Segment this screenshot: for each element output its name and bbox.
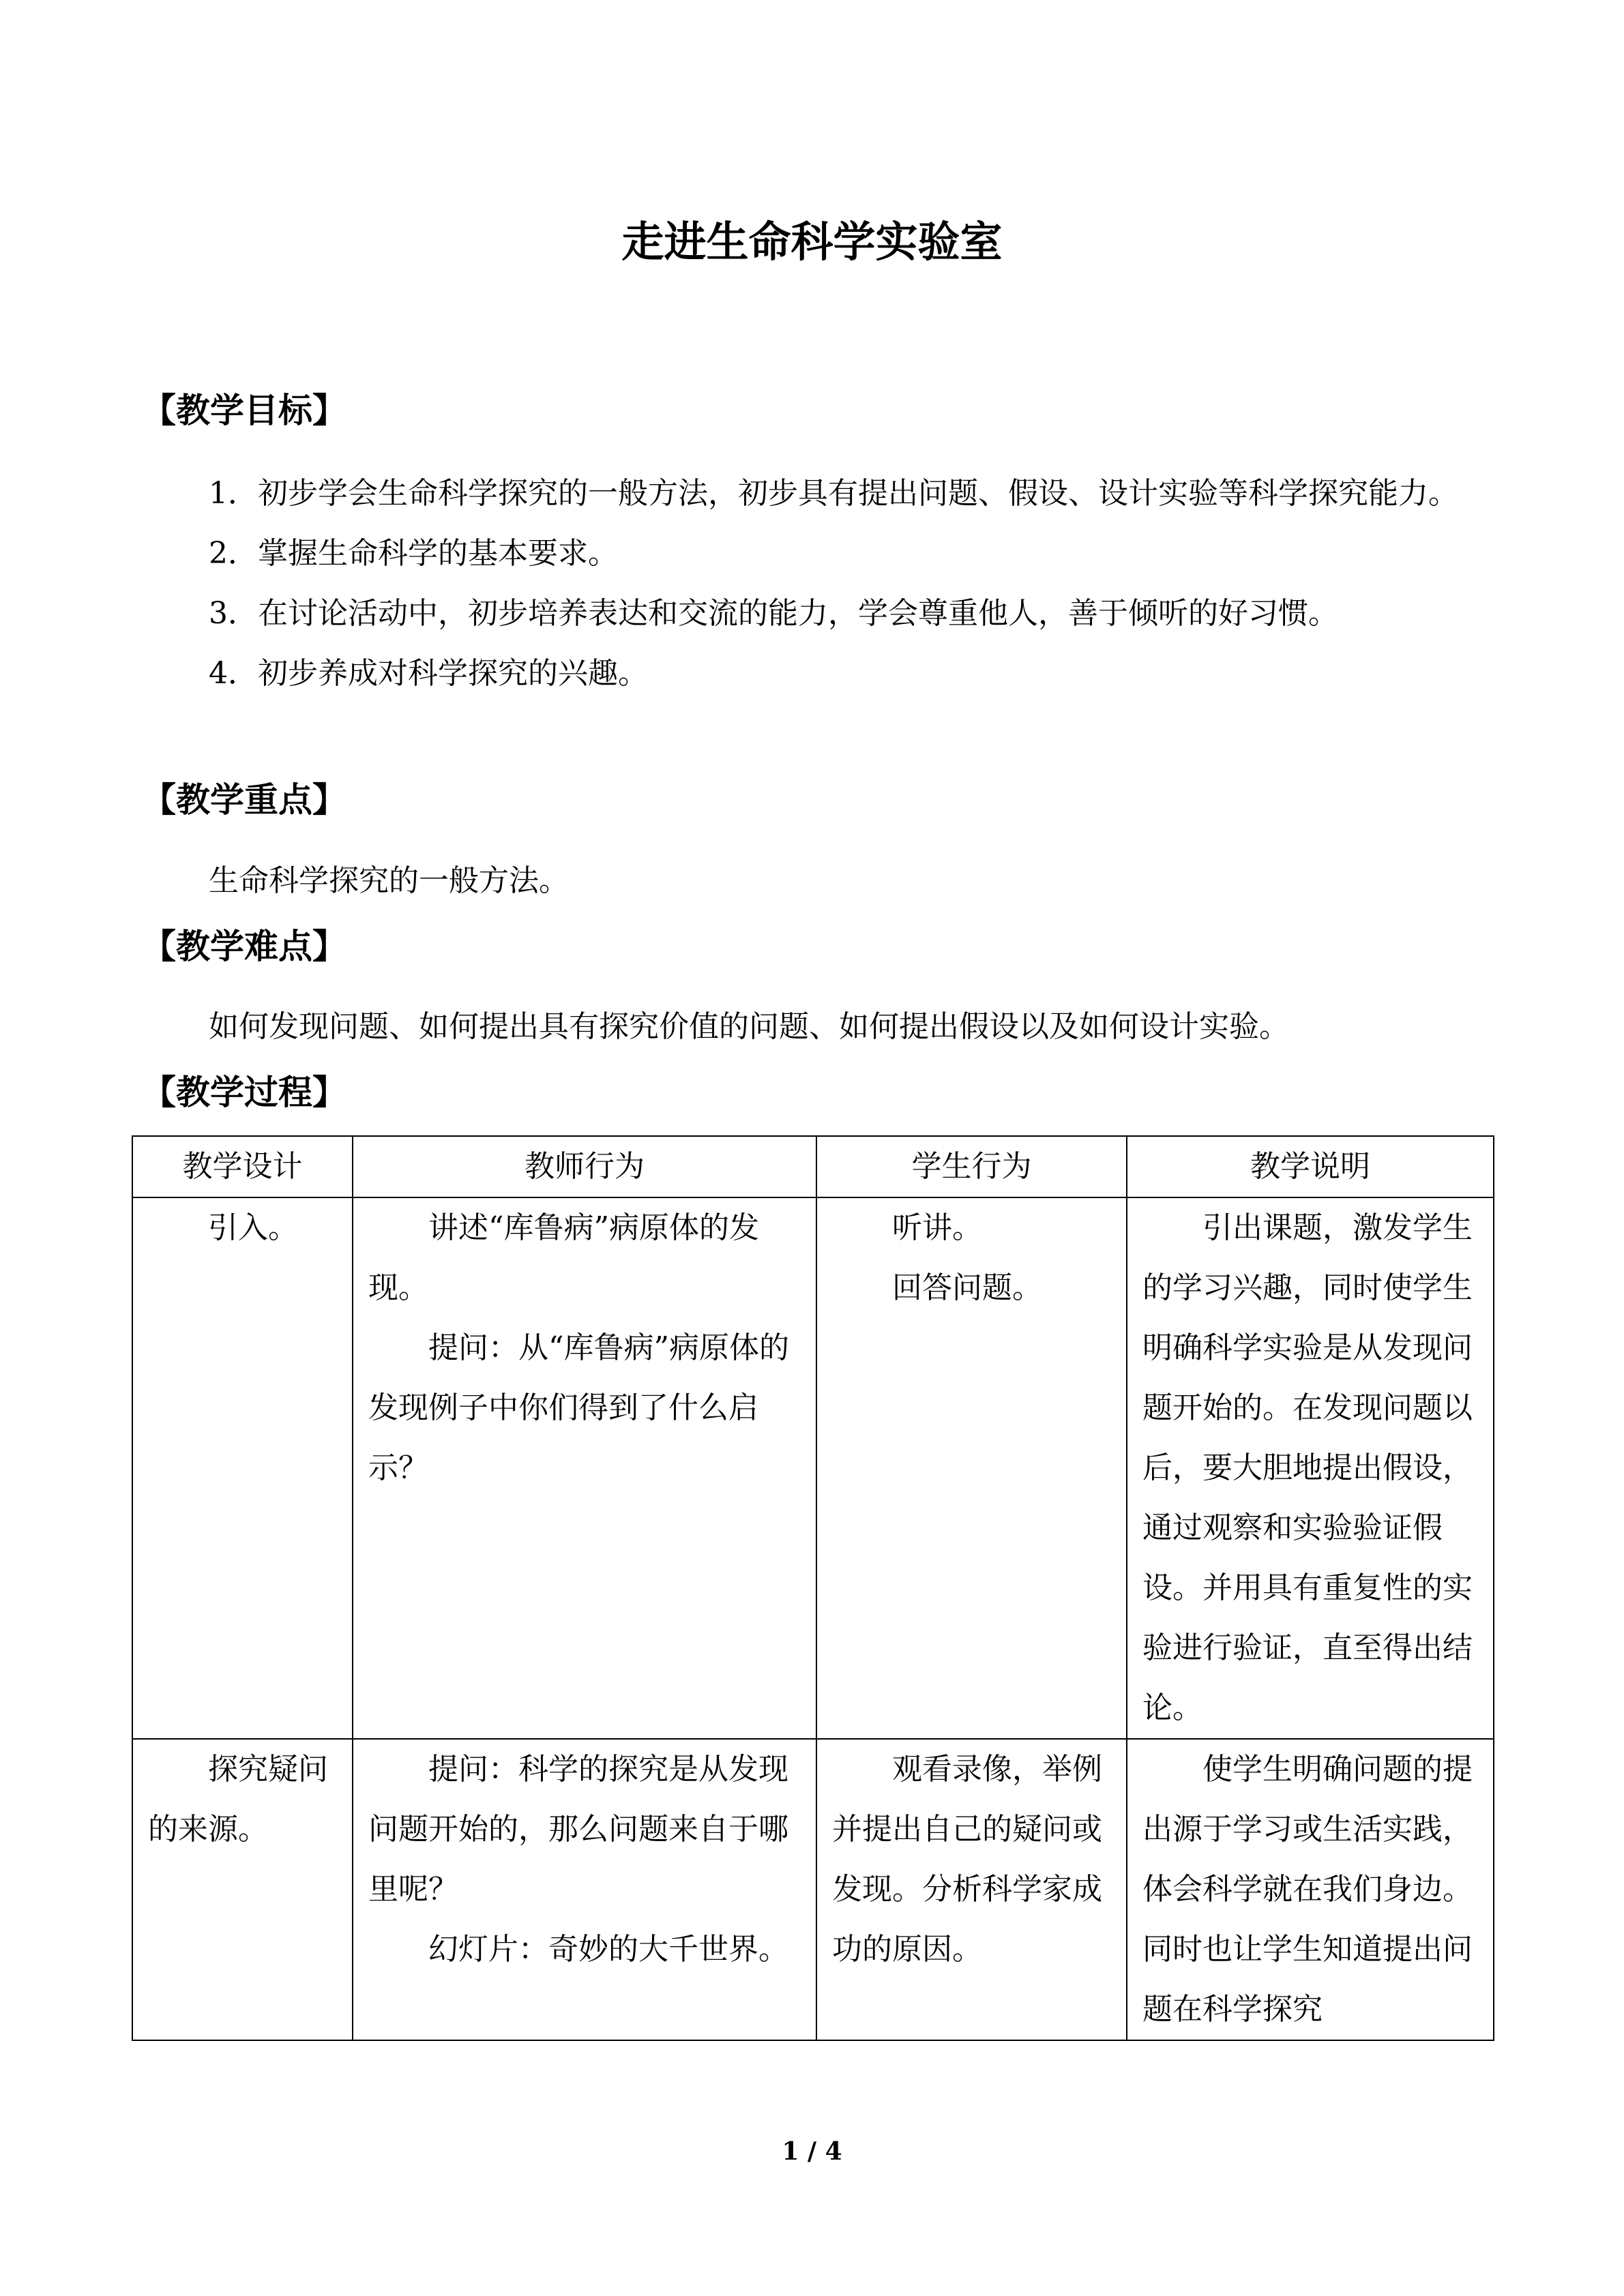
student-text: 回答问题。: [892, 1270, 1042, 1305]
header-design: 教学设计: [132, 1136, 353, 1197]
header-teacher: 教师行为: [353, 1136, 816, 1197]
difficulties-heading: 【教学难点】: [142, 927, 346, 966]
page-number: 1 / 4: [782, 2137, 842, 2166]
table-row: [132, 1739, 1494, 2040]
objectives-list: [149, 464, 1486, 704]
teacher-text: 提问：科学的探究是从发现问题开始的，那么问题来自于哪里呢？: [368, 1752, 788, 1907]
objective-item: 4．初步养成对科学探究的兴趣。: [209, 656, 648, 691]
cell-teacher: [353, 1739, 816, 2040]
cell-note: [1127, 1197, 1494, 1739]
teaching-process-table: [132, 1135, 1494, 2041]
objectives-heading: 【教学目标】: [142, 391, 346, 430]
cell-design: [132, 1739, 353, 2040]
student-text: 观看录像，举例并提出自己的疑问或发现。分析科学家成功的原因。: [832, 1752, 1102, 1967]
header-student: 学生行为: [816, 1136, 1127, 1197]
teacher-text: 幻灯片：奇妙的大千世界。: [428, 1932, 788, 1967]
objective-item: 3．在讨论活动中，初步培养表达和交流的能力，学会尊重他人，善于倾听的好习惯。: [209, 596, 1338, 631]
key-points-heading: 【教学重点】: [142, 780, 346, 820]
design-text: 引入。: [208, 1210, 298, 1245]
objective-item: 2．掌握生命科学的基本要求。: [209, 536, 618, 571]
teacher-text: 提问：从“库鲁病”病原体的发现例子中你们得到了什么启示？: [368, 1330, 789, 1485]
document-title: 走进生命科学实验室: [621, 217, 1003, 267]
key-points-text: 生命科学探究的一般方法。: [209, 863, 569, 898]
note-text: 使学生明确问题的提出源于学习或生活实践，体会科学就在我们身边。同时也让学生知道提出问题在科学探究: [1142, 1752, 1473, 2027]
process-heading: 【教学过程】: [142, 1073, 346, 1112]
design-text: 探究疑问的来源。: [148, 1752, 328, 1847]
cell-note: [1127, 1739, 1494, 2040]
table-header-row: [132, 1136, 1494, 1197]
note-text: 引出课题，激发学生的学习兴趣，同时使学生明确科学实验是从发现问题开始的。在发现问题以后，要大胆地提出假设，通过观察和实验验证假设。并用具有重复性的实验进行验证，直至得出结论。: [1142, 1210, 1473, 1725]
cell-design: [132, 1197, 353, 1739]
objective-item: 1．初步学会生命科学探究的一般方法，初步具有提出问题、假设、设计实验等科学探究能力。: [209, 476, 1458, 511]
header-note: 教学说明: [1127, 1136, 1494, 1197]
cell-student: [816, 1197, 1127, 1739]
difficulties-text: 如何发现问题、如何提出具有探究价值的问题、如何提出假设以及如何设计实验。: [209, 1009, 1289, 1044]
cell-student: [816, 1739, 1127, 2040]
cell-teacher: [353, 1197, 816, 1739]
table-row: [132, 1197, 1494, 1739]
student-text: 听讲。: [892, 1210, 982, 1245]
teacher-text: 讲述“库鲁病”病原体的发现。: [368, 1210, 759, 1305]
